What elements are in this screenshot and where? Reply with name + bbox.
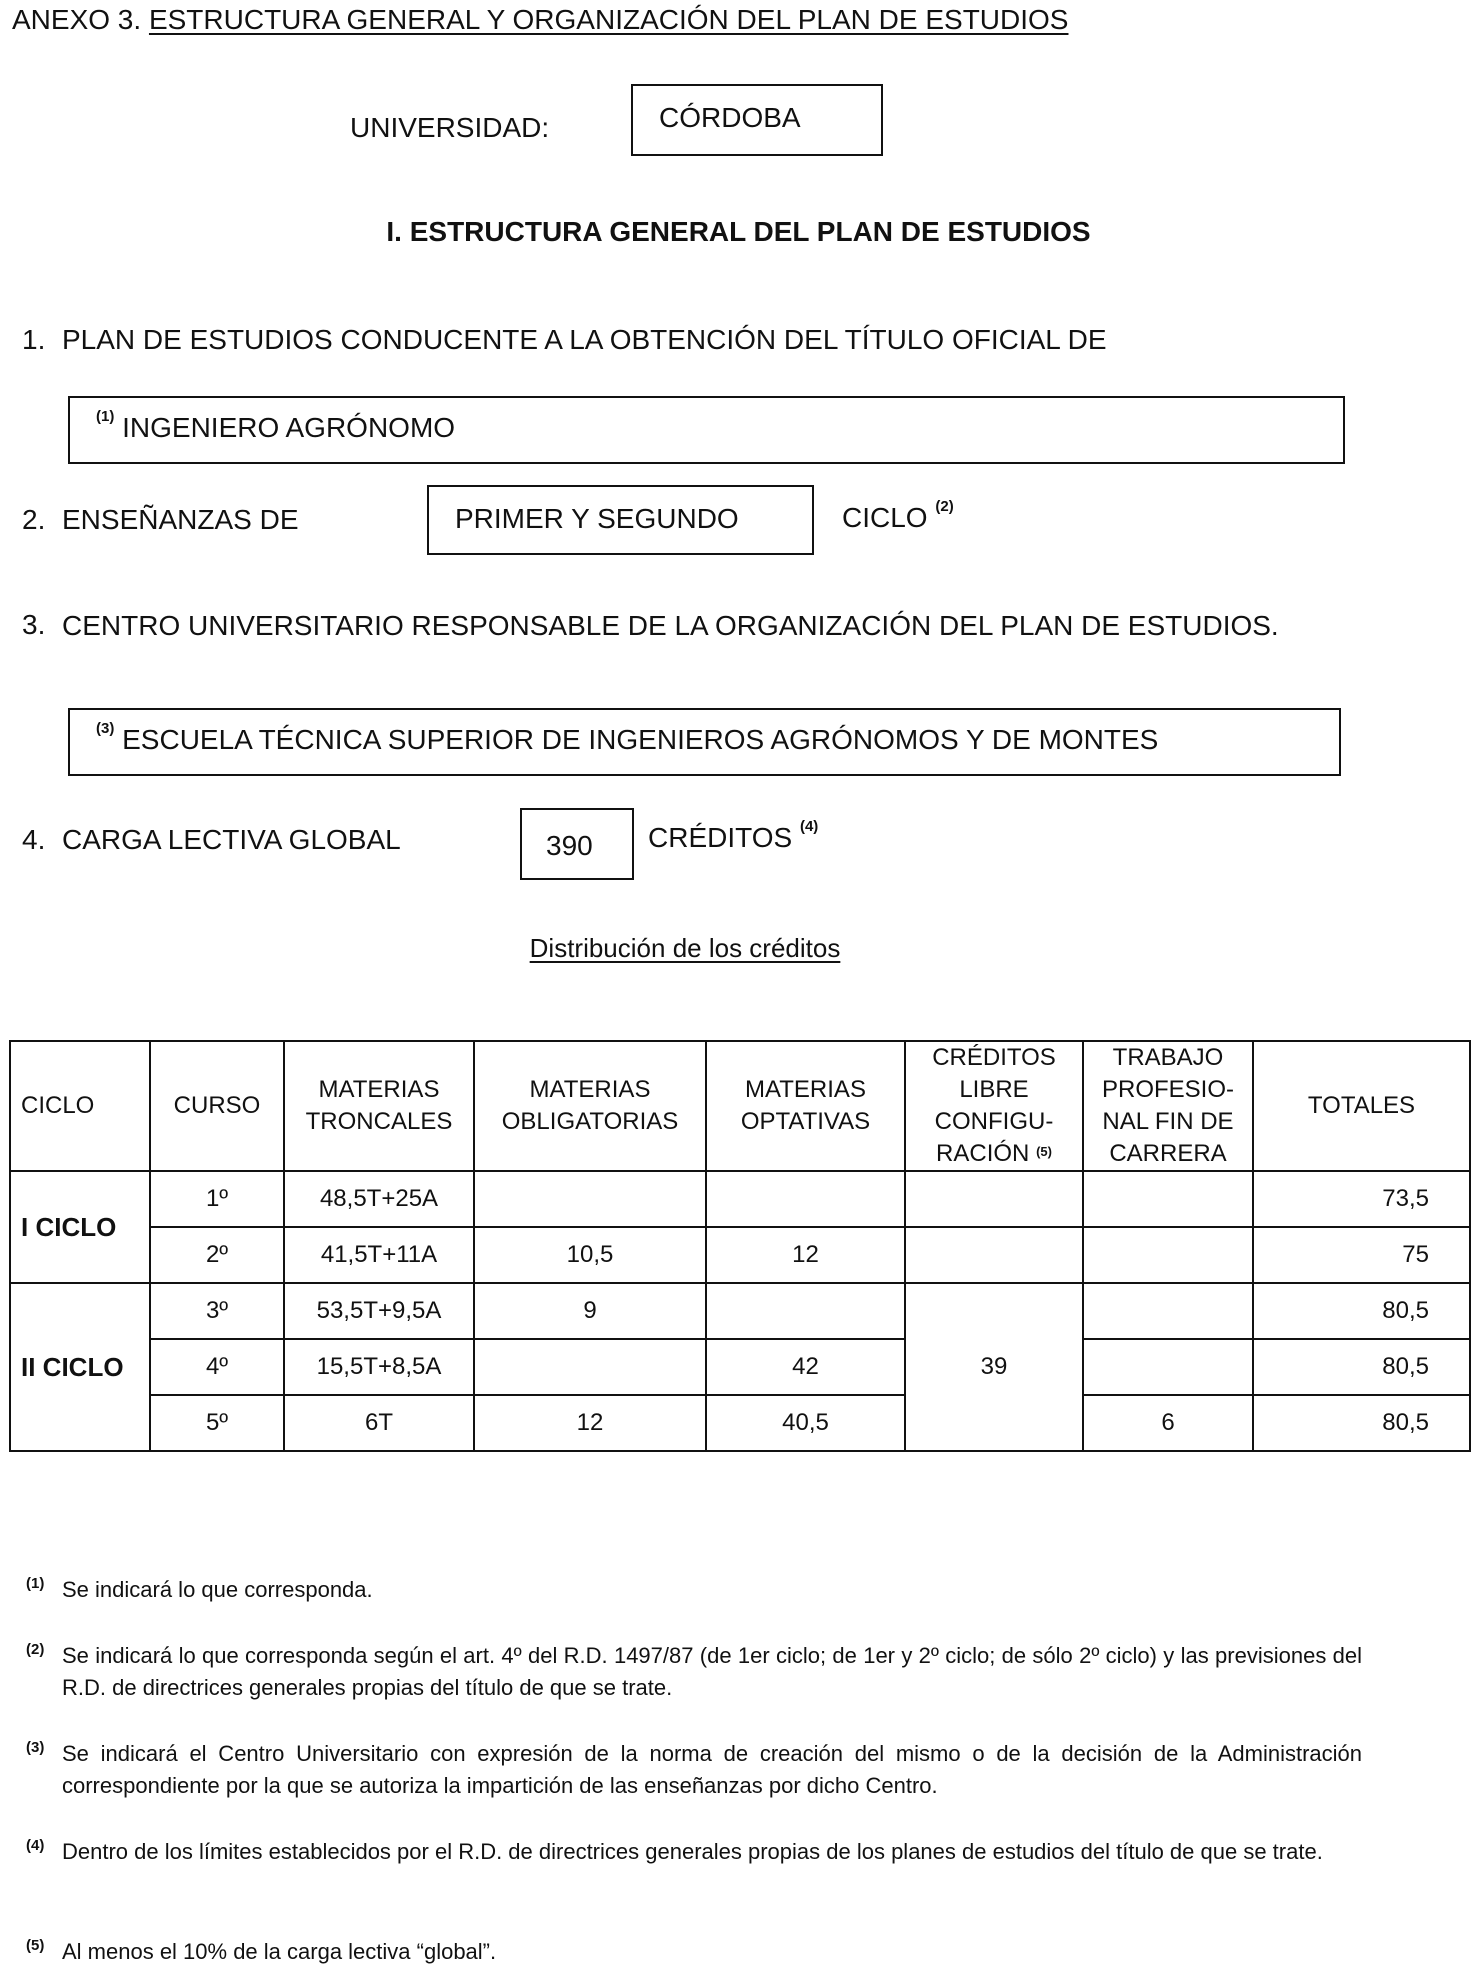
footnote-4-mark: (4) [26, 1837, 45, 1854]
cell-libre [905, 1227, 1083, 1283]
item1-number: 1. [22, 324, 46, 355]
item3-text: CENTRO UNIVERSITARIO RESPONSABLE DE LA ORGANIZACIÓN DEL PLAN DE ESTUDIOS. [62, 610, 1279, 641]
item2-label: ENSEÑANZAS DE [62, 504, 299, 535]
footnote-4-text: Dentro de los límites establecidos por el R.D. de directrices generales propias de los planes de estudios del título de que se trate. [62, 1839, 1323, 1864]
cell-trabajo: 6 [1083, 1395, 1253, 1451]
cell-totales: 73,5 [1253, 1171, 1470, 1227]
cell-optativas: 42 [706, 1339, 905, 1395]
distribution-title: Distribución de los créditos [529, 933, 841, 963]
cell-obligatorias: 10,5 [474, 1227, 706, 1283]
annex-heading [12, 4, 1068, 36]
university-field [631, 84, 883, 156]
annex-prefix: ANEXO 3. [12, 4, 142, 35]
header-totales: TOTALES [1253, 1041, 1470, 1171]
footnote-mark-4: (4) [799, 818, 819, 835]
cell-curso: 1º [150, 1171, 284, 1227]
footnote-5 [26, 1936, 1362, 1968]
degree-title-field [68, 396, 1345, 464]
cycle-field [427, 485, 814, 555]
header-libre [905, 1041, 1083, 1171]
cycle-suffix [842, 498, 954, 534]
credits-suffix [648, 818, 819, 854]
footnote-5-text: Al menos el 10% de la carga lectiva “global”. [62, 1939, 497, 1964]
credits-field [520, 808, 634, 880]
credits-value: 390 [546, 830, 593, 861]
footnote-2 [26, 1640, 1362, 1704]
header-trabajo: TRABAJO PROFESIO- NAL FIN DE CARRERA [1083, 1041, 1253, 1171]
cell-curso: 3º [150, 1283, 284, 1339]
item4-label: CARGA LECTIVA GLOBAL [62, 824, 401, 855]
footnote-3 [26, 1738, 1362, 1802]
footnote-mark-2: (2) [935, 498, 954, 515]
cell-libre [905, 1171, 1083, 1227]
footnote-mark-1: (1) [96, 408, 115, 425]
cycle-1-label: I CICLO [10, 1171, 150, 1283]
cell-trabajo [1083, 1227, 1253, 1283]
table-header-row [10, 1041, 1470, 1171]
footnote-3-mark: (3) [26, 1739, 45, 1756]
footnote-4 [26, 1836, 1362, 1868]
footnote-1-text: Se indicará lo que corresponda. [62, 1577, 373, 1602]
footnote-mark-5: (5) [1036, 1144, 1052, 1159]
item3-number: 3. [22, 609, 46, 640]
credits-distribution-table [9, 1040, 1471, 1452]
cell-libre-merged: 39 [905, 1283, 1083, 1451]
cell-obligatorias [474, 1171, 706, 1227]
cell-obligatorias [474, 1339, 706, 1395]
header-troncales: MATERIAS TRONCALES [284, 1041, 474, 1171]
cell-curso: 5º [150, 1395, 284, 1451]
center-value: ESCUELA TÉCNICA SUPERIOR DE INGENIEROS AGRÓNOMOS Y DE MONTES [122, 724, 1159, 755]
footnote-1 [26, 1574, 1362, 1606]
annex-title: ESTRUCTURA GENERAL Y ORGANIZACIÓN DEL PLAN DE ESTUDIOS [148, 4, 1069, 35]
table-row [10, 1339, 1470, 1395]
footnote-3-text: Se indicará el Centro Universitario con expresión de la norma de creación del mismo o de la decisión de la Administración correspondiente por la que se autoriza la impartición de las enseñanzas por dicho Centro. [62, 1741, 1362, 1798]
item2-number: 2. [22, 504, 46, 535]
table-row [10, 1283, 1470, 1339]
header-optativas: MATERIAS OPTATIVAS [706, 1041, 905, 1171]
footnote-2-mark: (2) [26, 1641, 45, 1658]
header-ciclo: CICLO [10, 1041, 150, 1171]
footnote-2-text: Se indicará lo que corresponda según el art. 4º del R.D. 1497/87 (de 1er ciclo; de 1er y 2º ciclo; de sólo 2º ciclo) y las previsiones del R.D. de directrices generales propias del título de que se trate. [62, 1643, 1362, 1700]
university-label: UNIVERSIDAD: [350, 112, 550, 143]
cell-trabajo [1083, 1171, 1253, 1227]
table-row [10, 1227, 1470, 1283]
cell-obligatorias: 12 [474, 1395, 706, 1451]
cell-curso: 4º [150, 1339, 284, 1395]
university-value: CÓRDOBA [659, 102, 801, 133]
cell-totales: 80,5 [1253, 1283, 1470, 1339]
cycle-2-label: II CICLO [10, 1283, 150, 1451]
credits-suffix-text: CRÉDITOS [648, 822, 793, 853]
header-obligatorias: MATERIAS OBLIGATORIAS [474, 1041, 706, 1171]
cell-trabajo [1083, 1283, 1253, 1339]
item4-number: 4. [22, 824, 46, 855]
degree-title-value: INGENIERO AGRÓNOMO [122, 412, 456, 443]
cell-troncales: 53,5T+9,5A [284, 1283, 474, 1339]
cell-troncales: 48,5T+25A [284, 1171, 474, 1227]
cell-obligatorias: 9 [474, 1283, 706, 1339]
cell-totales: 80,5 [1253, 1339, 1470, 1395]
cell-optativas [706, 1283, 905, 1339]
cell-optativas [706, 1171, 905, 1227]
cell-troncales: 6T [284, 1395, 474, 1451]
center-field [68, 708, 1341, 776]
table-row [10, 1395, 1470, 1451]
footnote-1-mark: (1) [26, 1575, 45, 1592]
table-row [10, 1171, 1470, 1227]
cell-totales: 75 [1253, 1227, 1470, 1283]
cell-trabajo [1083, 1339, 1253, 1395]
section-title: I. ESTRUCTURA GENERAL DEL PLAN DE ESTUDIOS [386, 216, 1091, 247]
cell-optativas: 12 [706, 1227, 905, 1283]
cell-troncales: 15,5T+8,5A [284, 1339, 474, 1395]
header-curso: CURSO [150, 1041, 284, 1171]
cell-curso: 2º [150, 1227, 284, 1283]
footnote-mark-3: (3) [96, 720, 115, 737]
cycle-suffix-text: CICLO [842, 502, 928, 533]
cell-totales: 80,5 [1253, 1395, 1470, 1451]
header-libre-text: CRÉDITOS LIBRE CONFIGU- RACIÓN [932, 1044, 1056, 1167]
cycle-value: PRIMER Y SEGUNDO [455, 503, 739, 534]
footnote-5-mark: (5) [26, 1937, 45, 1954]
cell-optativas: 40,5 [706, 1395, 905, 1451]
cell-troncales: 41,5T+11A [284, 1227, 474, 1283]
item1-text: PLAN DE ESTUDIOS CONDUCENTE A LA OBTENCIÓN DEL TÍTULO OFICIAL DE [62, 324, 1107, 355]
